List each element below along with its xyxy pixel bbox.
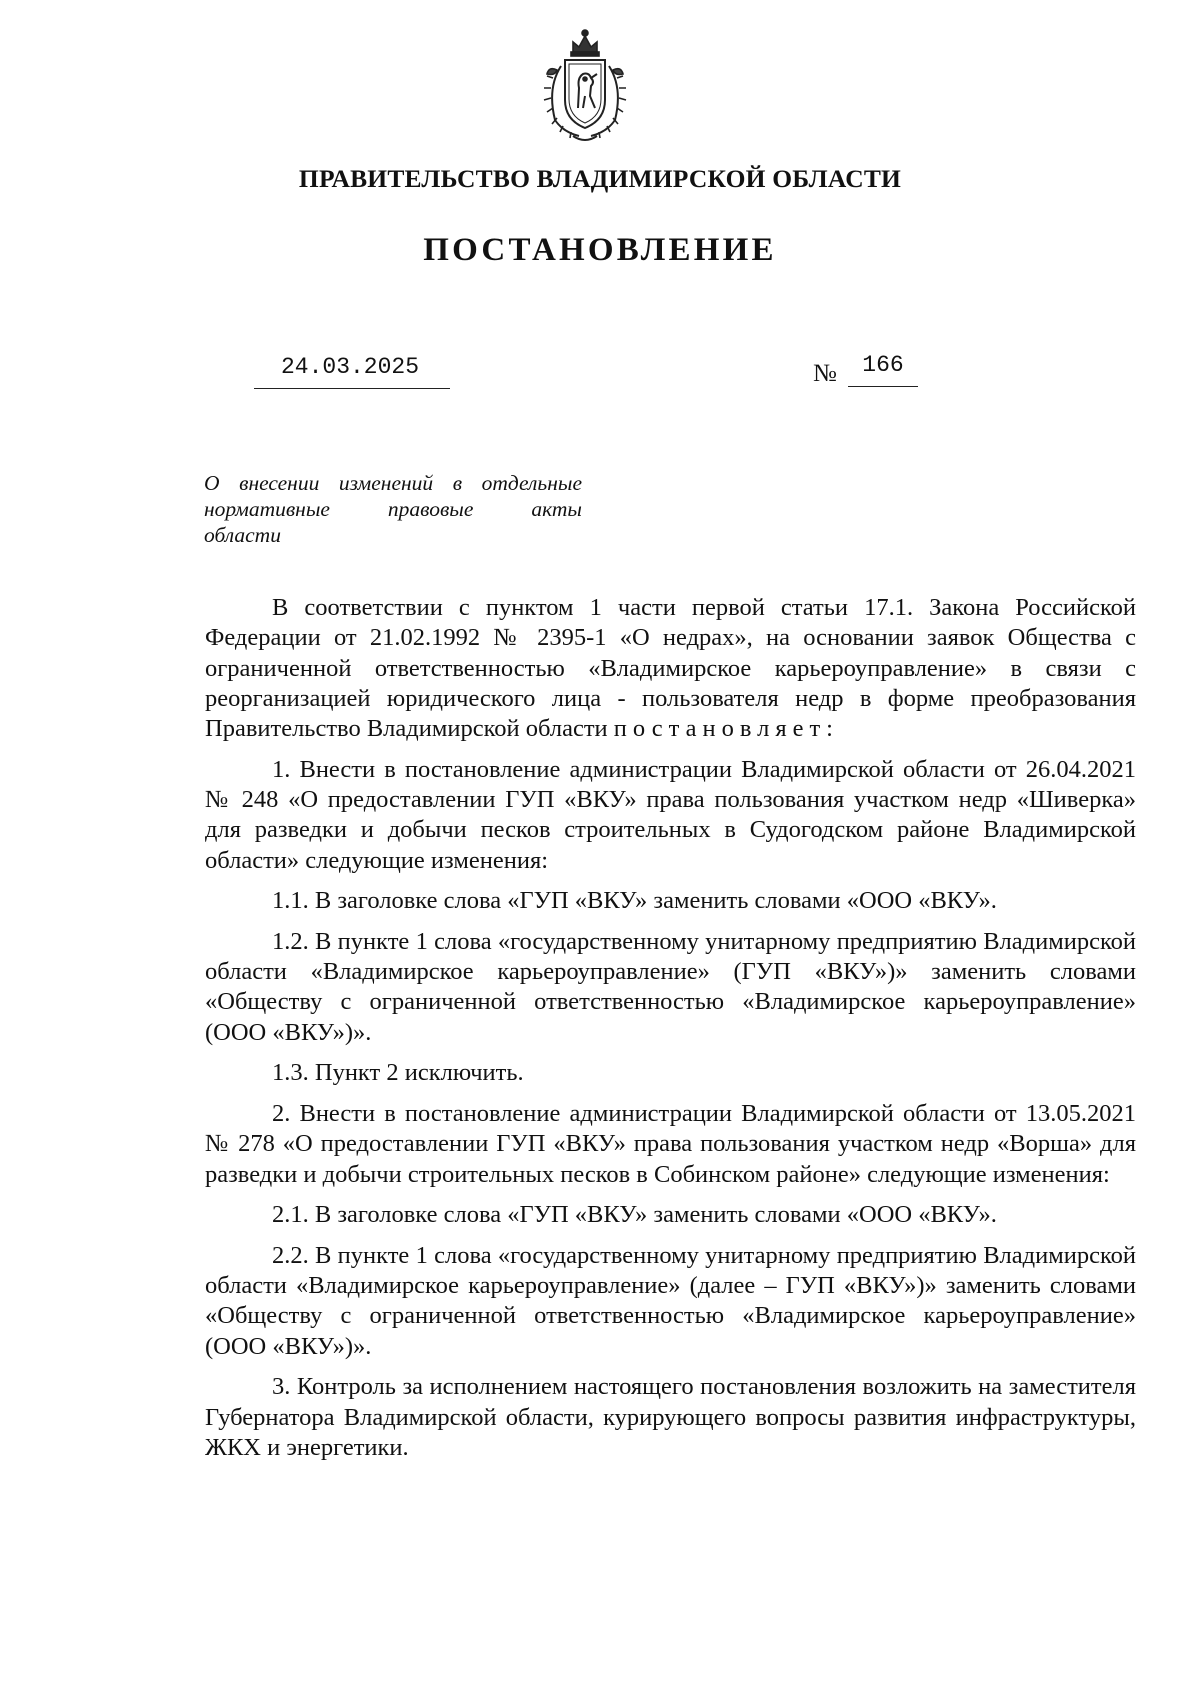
resolves-word: постановляет: [613,715,839,743]
clause-3: 3. Контроль за исполнением настоящего постановления возложить на заместителя Губернатора Владимирской области, курирующего вопросы развития инфраструктуры, ЖКХ и энергетики. [205,1373,1136,1461]
subject-line: области [204,523,281,547]
clause-2: 2. Внести в постановление администрации Владимирской области от 13.05.2021 № 278 «О предоставлении ГУП «ВКУ» права пользования участком недр «Ворша» для разведки и добычи строительных песков в Собинском районе» следующие изменения: [205,1099,1136,1188]
document-date: 24.03.2025 [280,354,420,380]
document-subject [204,470,582,548]
number-underline [848,386,918,387]
document-type: ПОСТАНОВЛЕНИЕ [423,232,777,268]
preamble-text: В соответствии с пунктом 1 части первой статьи 17.1. Закона Российской Федерации от 21.02.1992 № 2395-1 «О недрах», на основании заявок Общества с ограниченной ответственностью «Владимирское карьероуправление» в связи с реорганизацией юридического лица - пользователя недр в форме преобразования Правительство Владимирской области [205,594,1136,743]
coat-of-arms-emblem [533,28,637,146]
government-name: ПРАВИТЕЛЬСТВО ВЛАДИМИРСКОЙ ОБЛАСТИ [298,164,902,193]
document-body [205,593,1136,1473]
subject-line: О внесении изменений в отдельные [204,471,582,495]
document-number: 166 [862,352,904,378]
clause-1-1: 1.1. В заголовке слова «ГУП «ВКУ» заменить словами «ООО «ВКУ». [272,887,997,915]
clause-1-2: 1.2. В пункте 1 слова «государственному унитарному предприятию Владимирской области «Владимирское карьероуправление» (ГУП «ВКУ»)» заменить словами «Обществу с ограниченной ответственностью «Владимирское карьероуправление» (ООО «ВКУ»)». [205,927,1136,1046]
clause-1: 1. Внести в постановление администрации Владимирской области от 26.04.2021 № 248 «О предоставлении ГУП «ВКУ» права пользования участком недр «Шиверка» для разведки и добычи песков строительных в Судогодском районе Владимирской области» следующие изменения: [205,755,1136,874]
clause-1-3: 1.3. Пункт 2 исключить. [272,1059,524,1087]
date-underline [254,388,450,389]
clause-2-1: 2.1. В заголовке слова «ГУП «ВКУ» заменить словами «ООО «ВКУ». [272,1201,997,1229]
subject-line: нормативные правовые акты [204,497,582,521]
number-sign: № [813,360,837,387]
clause-2-2: 2.2. В пункте 1 слова «государственному унитарному предприятию Владимирской области «Владимирское карьероуправление» (далее – ГУП «ВКУ»)» заменить словами «Обществу с ограниченной ответственностью «Владимирское карьероуправление» (ООО «ВКУ»)». [205,1241,1136,1360]
preamble-paragraph [205,593,1136,744]
